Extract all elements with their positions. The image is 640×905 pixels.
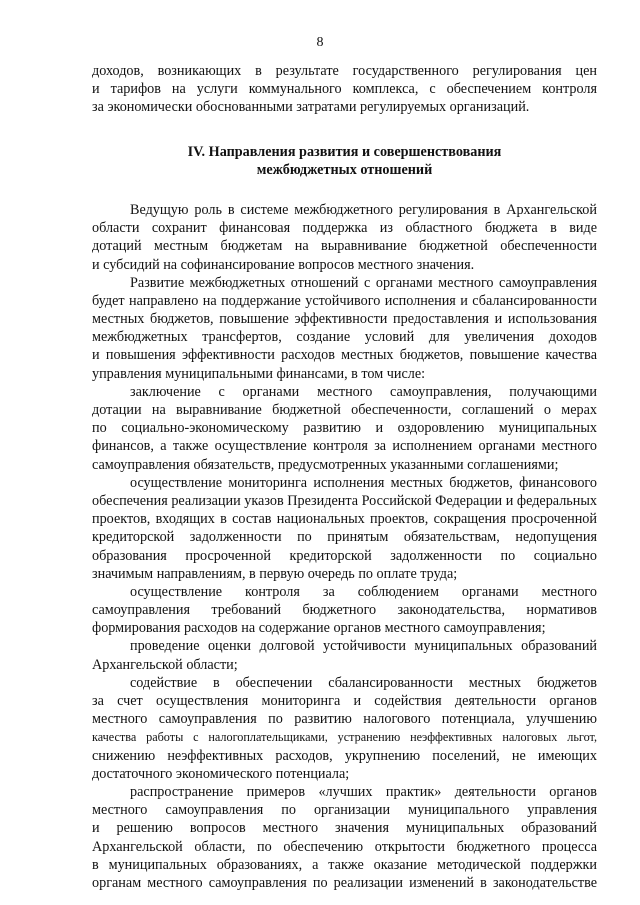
text-line: органам местного самоуправления по реализации изменений в законодательстве — [92, 874, 597, 891]
text-line: обеспечения реализации указов Президента Российской Федерации и федеральных — [92, 492, 597, 509]
text-line: Ведущую роль в системе межбюджетного регулирования в Архангельской — [130, 201, 597, 218]
text-line: содействие в обеспечении сбалансированности местных бюджетов — [130, 674, 597, 691]
text-line: осуществление контроля за соблюдением органами местного — [130, 583, 597, 600]
text-line: и решению вопросов местного значения муниципальных образований — [92, 820, 597, 837]
text-line: Развитие межбюджетных отношений с органами местного самоуправления — [130, 274, 597, 291]
text-line: межбюджетных трансфертов, создание условий для увеличения доходов — [92, 329, 597, 346]
text-line: самоуправления требований бюджетного законодательства, нормативов — [92, 602, 597, 619]
text-line: будет направлено на поддержание устойчивого исполнения и сбалансированности — [92, 292, 597, 309]
intro-paragraph — [92, 62, 597, 117]
text-line: и повышения эффективности расходов местных бюджетов, повышение качества — [92, 347, 597, 364]
text-line: проектов, входящих в состав национальных проектов, сокращения просроченной — [92, 511, 597, 528]
text-line: заключение с органами местного самоуправления, получающими — [130, 383, 597, 400]
text-line: и тарифов на услуги коммунального комплекса, с обеспечением контроля — [92, 81, 597, 98]
text-line: по социально-экономическому развитию и оздоровлению муниципальных — [92, 420, 597, 437]
paragraph-1 — [92, 201, 597, 274]
text-line: за счет осуществления мониторинга и содействия деятельности органов — [92, 693, 597, 710]
paragraph-7 — [92, 674, 597, 783]
text-line: местного самоуправления по организации муниципального управления — [92, 802, 597, 819]
text-line: снижению неэффективных расходов, укрупнению поселений, не имеющих — [92, 747, 597, 764]
text-line: формирования расходов на содержание органов местного самоуправления; — [92, 620, 546, 637]
text-line: области сохранит финансовая поддержка из областного бюджета в виде — [92, 220, 597, 237]
paragraph-5 — [92, 583, 597, 638]
section-title-line: IV. Направления развития и совершенствования — [187, 143, 502, 160]
text-line: доходов, возникающих в результате государственного регулирования цен — [92, 63, 597, 79]
text-line: и субсидий на софинансирование вопросов местного значения. — [92, 256, 475, 273]
paragraph-2 — [92, 274, 597, 383]
text-line: проведение оценки долговой устойчивости муниципальных образований — [130, 638, 597, 655]
text-line: финансов, а также осуществление контроля за исполнением органами местного — [92, 438, 597, 455]
text-line: дотации на выравнивание бюджетной обеспеченности, соглашений о мерах — [92, 402, 597, 419]
text-line: кредиторской задолженности по принятым обязательствам, недопущения — [92, 529, 597, 546]
text-line: значимым направлениям, в первую очередь по оплате труда; — [92, 565, 458, 582]
text-line: в муниципальных образованиях, а также оказание методической поддержки — [92, 856, 597, 873]
document-body — [92, 62, 597, 892]
text-line: дотаций местным бюджетам на выравнивание бюджетной обеспеченности — [92, 238, 597, 255]
text-line: самоуправления обязательств, предусмотренных указанными соглашениями; — [92, 456, 559, 473]
text-line: достаточного экономического потенциала; — [92, 765, 350, 782]
paragraph-4 — [92, 474, 597, 583]
text-line: качества работы с налогоплательщиками, устранению неэффективных налоговых льгот, — [92, 730, 597, 745]
text-line: местного самоуправления по развитию налогового потенциала, улучшению — [92, 711, 597, 728]
paragraph-3 — [92, 383, 597, 474]
section-title-line: межбюджетных отношений — [256, 161, 433, 178]
text-line: местных бюджетов, повышение эффективности предоставления и использования — [92, 311, 597, 328]
text-line: Архангельской области; — [92, 656, 238, 673]
text-line: управления муниципальными финансами, в том числе: — [92, 365, 426, 382]
paragraph-8 — [92, 783, 597, 892]
paragraph-6 — [92, 637, 597, 673]
section-title — [92, 143, 597, 179]
text-line: Архангельской области, по обеспечению открытости бюджетного процесса — [92, 838, 597, 855]
text-line: распространение примеров «лучших практик» деятельности органов — [130, 783, 597, 800]
text-line: за экономически обоснованными затратами регулируемых организаций. — [92, 99, 530, 116]
text-line: образования просроченной кредиторской задолженности по социально — [92, 547, 597, 564]
text-line: осуществление мониторинга исполнения местных бюджетов, финансового — [130, 474, 597, 491]
page-number: 8 — [316, 35, 324, 50]
